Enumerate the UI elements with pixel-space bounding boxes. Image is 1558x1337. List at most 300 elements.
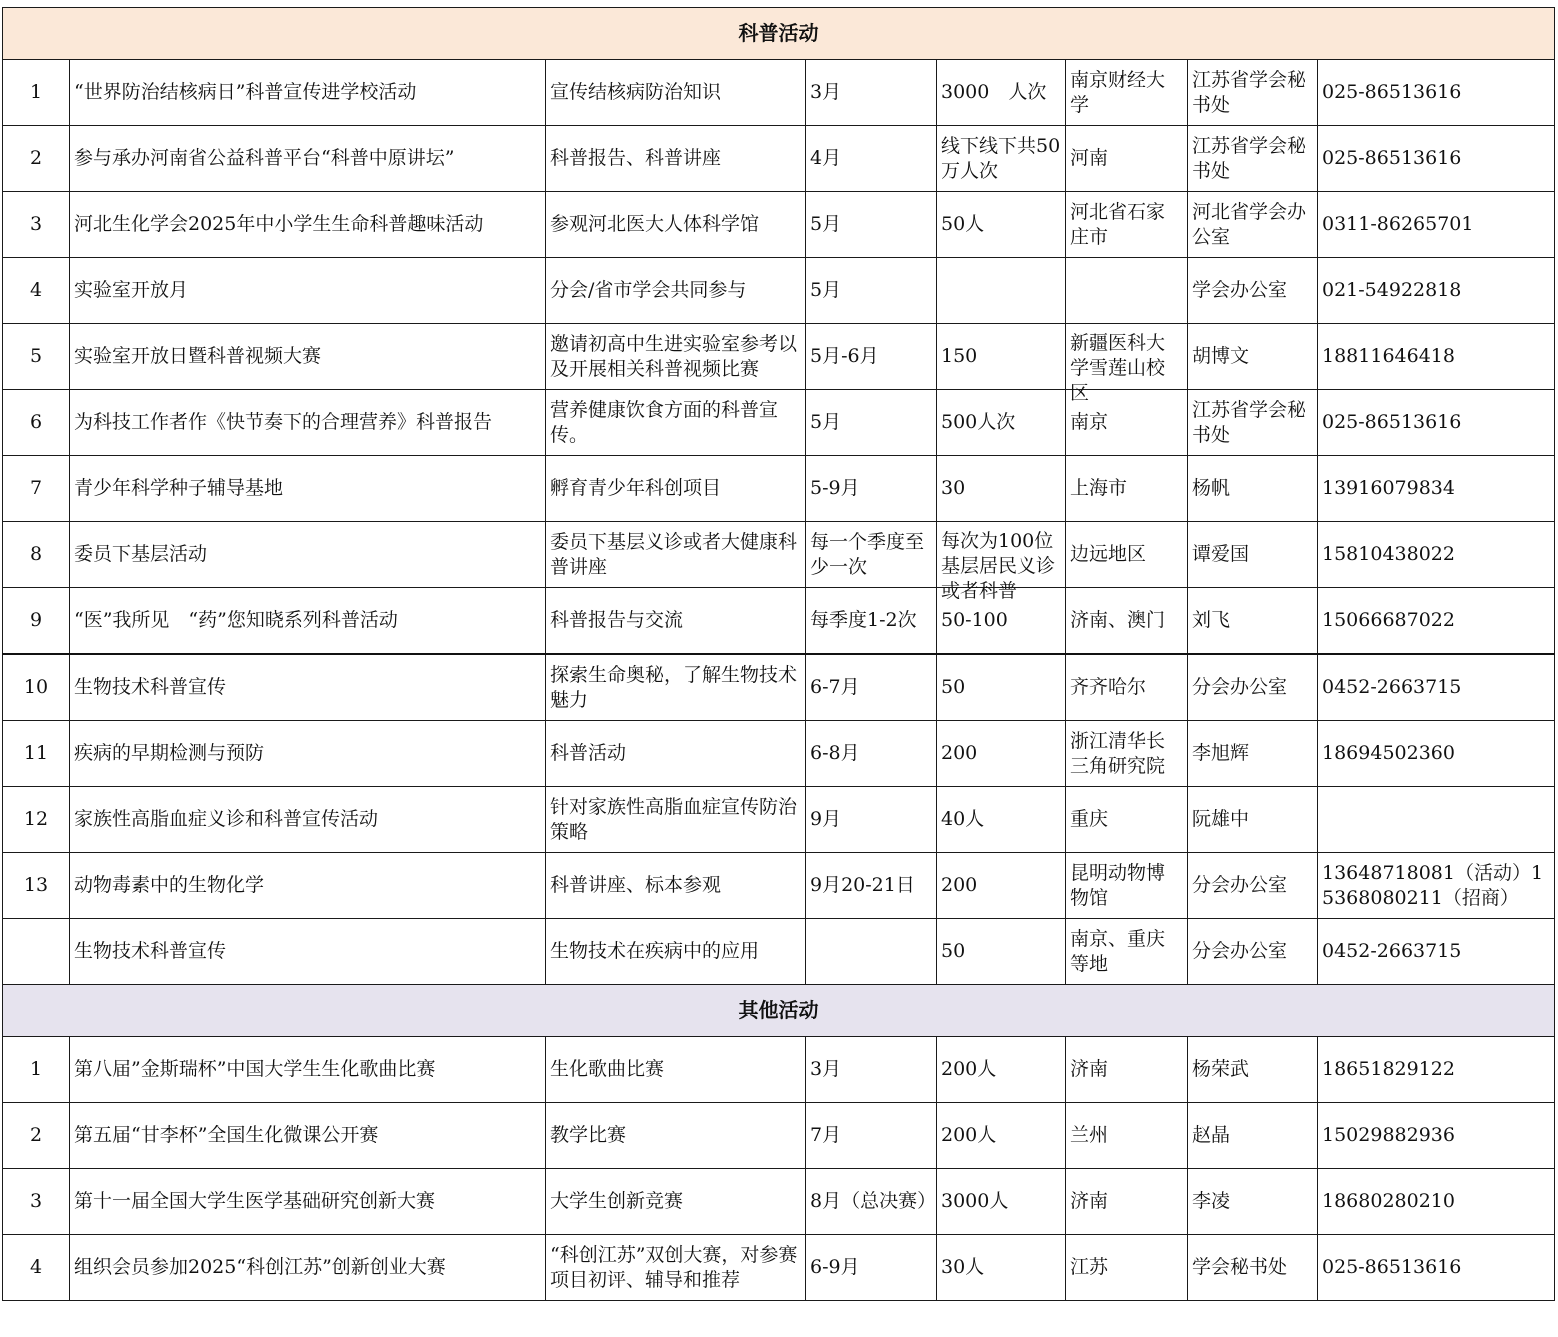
cell-time [806, 853, 937, 919]
cell-content [546, 390, 806, 456]
cell-phone [1318, 654, 1555, 721]
cell-phone [1318, 1169, 1555, 1235]
cell-location [1066, 654, 1188, 721]
cell-no [3, 919, 70, 985]
section-title: 其他活动 [3, 985, 1555, 1037]
cell-location [1066, 324, 1188, 404]
cell-text: 每季度1-2次 [810, 609, 917, 631]
cell-name [70, 1169, 546, 1235]
cell-text: 刘飞 [1192, 609, 1231, 631]
cell-time [806, 721, 937, 787]
cell-text: 40人 [941, 808, 985, 830]
cell-phone [1318, 1235, 1555, 1301]
cell-text: 025-86513616 [1322, 147, 1462, 169]
cell-time [806, 1235, 937, 1301]
cell-location [1066, 919, 1188, 985]
cell-text: 探索生命奥秘，了解生物技术魅力 [550, 663, 798, 711]
cell-text: 每次为100位基层居民义诊或者科普 [941, 529, 1056, 602]
cell-text: 营养健康饮食方面的科普宣传。 [550, 398, 779, 446]
cell-contact [1188, 192, 1318, 258]
cell-phone [1318, 522, 1555, 588]
cell-content [546, 853, 806, 919]
cell-text: 18680280210 [1322, 1190, 1455, 1212]
table-row [3, 390, 1555, 456]
table-row [3, 192, 1555, 258]
cell-no [3, 192, 70, 258]
cell-text: 赵晶 [1192, 1124, 1231, 1146]
cell-time [806, 588, 937, 655]
cell-text: 南京财经大学 [1070, 68, 1166, 116]
cell-no [3, 522, 70, 588]
cell-no [3, 853, 70, 919]
cell-text: 8月（总决赛） [810, 1190, 937, 1212]
cell-text: 7月 [810, 1124, 842, 1146]
cell-scale [937, 522, 1066, 602]
cell-text: “世界防治结核病日”科普宣传进学校活动 [74, 81, 417, 103]
cell-content [546, 919, 806, 985]
cell-content [546, 522, 806, 588]
cell-phone [1318, 126, 1555, 192]
table-row [3, 1103, 1555, 1169]
cell-name [70, 654, 546, 721]
cell-no [3, 1235, 70, 1301]
cell-location [1066, 1235, 1188, 1301]
cell-time [806, 919, 937, 985]
cell-text: 江苏 [1070, 1256, 1109, 1278]
cell-text: 200人 [941, 1058, 997, 1080]
cell-text: 生物技术在疾病中的应用 [550, 940, 760, 962]
cell-time [806, 390, 937, 456]
cell-text: 50-100 [941, 609, 1008, 631]
cell-text: 5月 [810, 213, 842, 235]
cell-text: 兰州 [1070, 1124, 1109, 1146]
cell-content [546, 60, 806, 126]
cell-text: 谭爱国 [1192, 543, 1250, 565]
cell-name [70, 126, 546, 192]
cell-no [3, 787, 70, 853]
cell-location [1066, 853, 1188, 919]
cell-scale [937, 1235, 1066, 1301]
cell-text: 9 [29, 609, 43, 631]
cell-text: 杨荣武 [1192, 1058, 1250, 1080]
cell-phone [1318, 324, 1555, 390]
cell-text: 孵育青少年科创项目 [550, 477, 722, 499]
cell-text: 3 [29, 213, 43, 235]
cell-phone [1318, 919, 1555, 985]
cell-text: 江苏省学会秘书处 [1192, 68, 1307, 116]
cell-text: 15029882936 [1322, 1124, 1455, 1146]
cell-text: 李旭辉 [1192, 742, 1250, 764]
cell-text: 18694502360 [1322, 742, 1455, 764]
cell-text: 4月 [810, 147, 842, 169]
cell-text: 5 [29, 345, 43, 367]
cell-text: 150 [941, 345, 978, 367]
cell-text: 重庆 [1070, 808, 1109, 830]
cell-text: 昆明动物博物馆 [1070, 861, 1166, 909]
cell-text: “科创江苏”双创大赛，对参赛项目初评、辅导和推荐 [550, 1243, 798, 1291]
cell-text: 分会办公室 [1192, 874, 1288, 896]
cell-text: 9月 [810, 808, 842, 830]
cell-text: 5月 [810, 411, 842, 433]
cell-contact [1188, 522, 1318, 588]
cell-text: 济南、澳门 [1070, 609, 1166, 631]
cell-text: 组织会员参加2025“科创江苏”创新创业大赛 [74, 1256, 446, 1278]
cell-text: 线下线下共50万人次 [941, 134, 1061, 182]
cell-text: 13648718081（活动）15368080211（招商） [1322, 861, 1544, 909]
cell-time [806, 1037, 937, 1103]
cell-text: 200人 [941, 1124, 997, 1146]
cell-text: 大学生创新竞赛 [550, 1190, 684, 1212]
cell-text: 18651829122 [1322, 1058, 1455, 1080]
cell-location [1066, 258, 1188, 324]
cell-text: 青少年科学种子辅导基地 [74, 477, 284, 499]
cell-text: 12 [23, 808, 49, 830]
cell-text: 生物技术科普宣传 [74, 940, 227, 962]
cell-scale [937, 390, 1066, 456]
cell-text: 13 [23, 874, 49, 896]
cell-text: 025-86513616 [1322, 81, 1462, 103]
cell-no [3, 390, 70, 456]
cell-text: 为科技工作者作《快节奏下的合理营养》科普报告 [74, 411, 493, 433]
cell-text: 025-86513616 [1322, 1256, 1462, 1278]
cell-no [3, 324, 70, 390]
cell-text: 分会办公室 [1192, 676, 1288, 698]
cell-content [546, 258, 806, 324]
table-row [3, 324, 1555, 390]
cell-text: 30 [941, 477, 966, 499]
cell-text: 3000 人次 [941, 81, 1047, 103]
cell-phone [1318, 853, 1555, 919]
cell-name [70, 390, 546, 456]
cell-text: 1 [29, 1058, 43, 1080]
cell-time [806, 126, 937, 192]
cell-location [1066, 60, 1188, 126]
cell-text: 50 [941, 676, 966, 698]
cell-contact [1188, 1037, 1318, 1103]
cell-text: 第八届”金斯瑞杯”中国大学生生化歌曲比赛 [74, 1058, 436, 1080]
cell-name [70, 1235, 546, 1301]
cell-contact [1188, 390, 1318, 456]
cell-location [1066, 1103, 1188, 1169]
table-row [3, 787, 1555, 853]
cell-text: 宣传结核病防治知识 [550, 81, 722, 103]
cell-content [546, 1037, 806, 1103]
cell-text: 0452-2663715 [1322, 940, 1462, 962]
cell-content [546, 654, 806, 721]
table-row [3, 919, 1555, 985]
table-row [3, 522, 1555, 588]
cell-scale [937, 1103, 1066, 1169]
cell-content [546, 1169, 806, 1235]
cell-location [1066, 1037, 1188, 1103]
cell-location [1066, 522, 1188, 588]
cell-name [70, 324, 546, 390]
cell-content [546, 192, 806, 258]
cell-contact [1188, 456, 1318, 522]
cell-text: 针对家族性高脂血症宣传防治策略 [550, 795, 798, 843]
cell-no [3, 721, 70, 787]
activity-table-body [3, 8, 1555, 1301]
cell-no [3, 60, 70, 126]
cell-name [70, 522, 546, 588]
cell-text: 4 [29, 279, 43, 301]
table-row [3, 1169, 1555, 1235]
cell-text: 8 [29, 543, 43, 565]
cell-location [1066, 192, 1188, 258]
section-title: 科普活动 [3, 8, 1555, 60]
cell-scale [937, 60, 1066, 126]
table-row [3, 258, 1555, 324]
cell-text: 河北生化学会2025年中小学生生命科普趣味活动 [74, 213, 484, 235]
table-row [3, 588, 1555, 655]
cell-text: 0311-86265701 [1322, 213, 1474, 235]
cell-contact [1188, 787, 1318, 853]
cell-text: 13916079834 [1322, 477, 1455, 499]
cell-name [70, 60, 546, 126]
cell-time [806, 456, 937, 522]
cell-phone [1318, 588, 1555, 655]
cell-text: 疾病的早期检测与预防 [74, 742, 265, 764]
cell-text: 0452-2663715 [1322, 676, 1462, 698]
cell-location [1066, 787, 1188, 853]
cell-text: 021-54922818 [1322, 279, 1462, 301]
cell-text: 1 [29, 81, 43, 103]
cell-content [546, 1235, 806, 1301]
table-row [3, 853, 1555, 919]
cell-scale [937, 721, 1066, 787]
cell-text: 边远地区 [1070, 543, 1147, 565]
cell-text: 025-86513616 [1322, 411, 1462, 433]
cell-contact [1188, 654, 1318, 721]
cell-text: 学会秘书处 [1192, 1256, 1288, 1278]
cell-no [3, 588, 70, 655]
cell-phone [1318, 192, 1555, 258]
cell-text: 科普报告与交流 [550, 609, 684, 631]
cell-text: 浙江清华长三角研究院 [1070, 729, 1166, 777]
cell-phone [1318, 787, 1555, 853]
cell-name [70, 787, 546, 853]
activity-table [2, 7, 1555, 1301]
cell-name [70, 1103, 546, 1169]
cell-text: 6 [29, 411, 43, 433]
cell-content [546, 721, 806, 787]
cell-content [546, 1103, 806, 1169]
cell-phone [1318, 456, 1555, 522]
cell-contact [1188, 258, 1318, 324]
cell-time [806, 787, 937, 853]
cell-text: 江苏省学会秘书处 [1192, 398, 1307, 446]
cell-phone [1318, 390, 1555, 456]
cell-text: 50人 [941, 213, 985, 235]
cell-text: 李凌 [1192, 1190, 1231, 1212]
cell-text: 参观河北医大人体科学馆 [550, 213, 760, 235]
cell-text: 6-8月 [810, 742, 860, 764]
section-header-popular [3, 8, 1555, 60]
table-row [3, 456, 1555, 522]
cell-contact [1188, 1103, 1318, 1169]
cell-text: 邀请初高中生进实验室参考以及开展相关科普视频比赛 [550, 332, 798, 380]
cell-time [806, 192, 937, 258]
cell-text: 委员下基层活动 [74, 543, 208, 565]
cell-contact [1188, 721, 1318, 787]
cell-text: 3000人 [941, 1190, 1009, 1212]
cell-contact [1188, 1235, 1318, 1301]
cell-text: 7 [29, 477, 43, 499]
cell-text: 分会/省市学会共同参与 [550, 279, 747, 301]
cell-time [806, 258, 937, 324]
cell-text: 南京、重庆等地 [1070, 927, 1166, 975]
table-row [3, 1235, 1555, 1301]
cell-text: 4 [29, 1256, 43, 1278]
cell-text: 18811646418 [1322, 345, 1455, 367]
cell-text: 第五届“甘李杯”全国生化微课公开赛 [74, 1124, 379, 1146]
table-row [3, 654, 1555, 721]
cell-text: 6-9月 [810, 1256, 860, 1278]
cell-location [1066, 456, 1188, 522]
cell-text: 200 [941, 742, 978, 764]
cell-name [70, 456, 546, 522]
cell-scale [937, 1037, 1066, 1103]
cell-text: 3 [29, 1190, 43, 1212]
cell-location [1066, 126, 1188, 192]
cell-content [546, 588, 806, 655]
cell-text: 11 [23, 742, 49, 764]
cell-text: 第十一届全国大学生医学基础研究创新大赛 [74, 1190, 436, 1212]
cell-contact [1188, 1169, 1318, 1235]
cell-text: 胡博文 [1192, 345, 1250, 367]
cell-no [3, 654, 70, 721]
cell-text: 齐齐哈尔 [1070, 676, 1147, 698]
cell-scale [937, 919, 1066, 985]
cell-location [1066, 588, 1188, 655]
cell-location [1066, 1169, 1188, 1235]
cell-scale [937, 324, 1066, 390]
cell-time [806, 1169, 937, 1235]
cell-text: 杨帆 [1192, 477, 1231, 499]
cell-text: 9月20-21日 [810, 874, 915, 896]
cell-contact [1188, 853, 1318, 919]
cell-text: 济南 [1070, 1058, 1109, 1080]
cell-text: 生化歌曲比赛 [550, 1058, 665, 1080]
cell-content [546, 787, 806, 853]
cell-scale [937, 192, 1066, 258]
cell-phone [1318, 1037, 1555, 1103]
cell-location [1066, 721, 1188, 787]
cell-text: 200 [941, 874, 978, 896]
section-header-other [3, 985, 1555, 1037]
cell-time [806, 324, 937, 390]
cell-scale [937, 787, 1066, 853]
cell-text: 50 [941, 940, 966, 962]
cell-time [806, 522, 937, 588]
cell-contact [1188, 126, 1318, 192]
cell-text: 6-7月 [810, 676, 860, 698]
cell-scale [937, 456, 1066, 522]
cell-text: 15810438022 [1322, 543, 1455, 565]
cell-text: 江苏省学会秘书处 [1192, 134, 1307, 182]
cell-time [806, 654, 937, 721]
cell-text: 南京 [1070, 411, 1109, 433]
cell-contact [1188, 588, 1318, 655]
table-row [3, 60, 1555, 126]
cell-no [3, 1037, 70, 1103]
cell-no [3, 258, 70, 324]
cell-name [70, 258, 546, 324]
cell-time [806, 60, 937, 126]
cell-text: 河南 [1070, 147, 1109, 169]
cell-text: 5-9月 [810, 477, 860, 499]
cell-text: 实验室开放日暨科普视频大赛 [74, 345, 322, 367]
cell-text: 家族性高脂血症义诊和科普宣传活动 [74, 808, 379, 830]
cell-text: 科普讲座、标本参观 [550, 874, 722, 896]
cell-name [70, 721, 546, 787]
cell-text: 学会办公室 [1192, 279, 1288, 301]
cell-text: 生物技术科普宣传 [74, 676, 227, 698]
cell-content [546, 324, 806, 390]
table-row [3, 126, 1555, 192]
cell-no [3, 1103, 70, 1169]
cell-text: 动物毒素中的生物化学 [74, 874, 265, 896]
cell-phone [1318, 721, 1555, 787]
table-row [3, 721, 1555, 787]
cell-text: 教学比赛 [550, 1124, 627, 1146]
cell-text: 新疆医科大学雪莲山校区 [1070, 331, 1166, 404]
cell-contact [1188, 324, 1318, 390]
cell-name [70, 853, 546, 919]
cell-text: 2 [29, 1124, 43, 1146]
cell-text: 参与承办河南省公益科普平台“科普中原讲坛” [74, 147, 455, 169]
cell-name [70, 192, 546, 258]
cell-text: 河北省学会办公室 [1192, 200, 1307, 248]
cell-scale [937, 258, 1066, 324]
cell-time [806, 1103, 937, 1169]
cell-scale [937, 1169, 1066, 1235]
cell-no [3, 456, 70, 522]
cell-contact [1188, 919, 1318, 985]
cell-text: 分会办公室 [1192, 940, 1288, 962]
cell-phone [1318, 60, 1555, 126]
cell-text: 5月 [810, 279, 842, 301]
cell-text: 500人次 [941, 411, 1016, 433]
cell-phone [1318, 1103, 1555, 1169]
cell-text: 实验室开放月 [74, 279, 189, 301]
cell-content [546, 456, 806, 522]
cell-contact [1188, 60, 1318, 126]
cell-scale [937, 654, 1066, 721]
cell-text: 2 [29, 147, 43, 169]
cell-text: 15066687022 [1322, 609, 1455, 631]
cell-name [70, 919, 546, 985]
table-row [3, 1037, 1555, 1103]
cell-no [3, 1169, 70, 1235]
cell-name [70, 1037, 546, 1103]
cell-scale [937, 126, 1066, 192]
cell-text: 科普报告、科普讲座 [550, 147, 722, 169]
cell-content [546, 126, 806, 192]
cell-text: 10 [23, 676, 49, 698]
cell-no [3, 126, 70, 192]
cell-text: 3月 [810, 1058, 842, 1080]
cell-text: 科普活动 [550, 742, 627, 764]
cell-scale [937, 853, 1066, 919]
cell-text: “医”我所见 “药”您知晓系列科普活动 [74, 609, 398, 631]
cell-phone [1318, 258, 1555, 324]
cell-text: 3月 [810, 81, 842, 103]
cell-text: 5月-6月 [810, 345, 879, 367]
cell-text: 河北省石家庄市 [1070, 200, 1166, 248]
cell-text: 委员下基层义诊或者大健康科普讲座 [550, 530, 798, 578]
cell-text: 上海市 [1070, 477, 1128, 499]
